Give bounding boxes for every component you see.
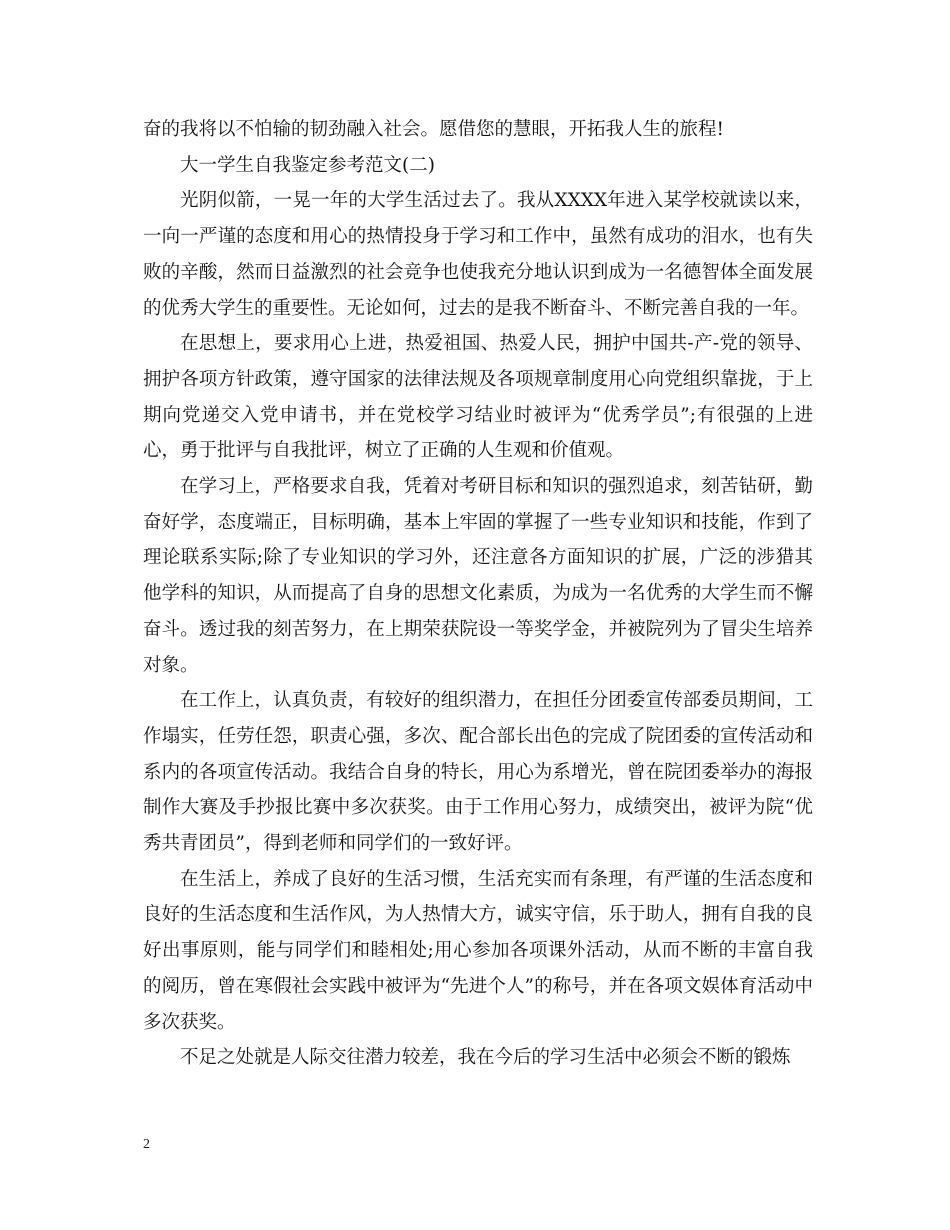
page-number: 2 — [143, 1137, 150, 1152]
paragraph-shortcomings: 不足之处就是人际交往潜力较差，我在今后的学习生活中必须会不断的锻炼 — [180, 1047, 791, 1069]
paragraph-intro: 光阴似箭，一晃一年的大学生活过去了。我从XXXX年进入某学校就读以来，一向一严谨的态度和用心的热情投身于学习和工作中，虽然有成功的泪水，也有失败的辛酸，然而日益激烈的社会竞争也使我充分地认识到成为一名德智体全面发展的优秀大学生的重要性。无论如何，过去的是我不断奋斗、不断完善自我的一年。 — [143, 190, 813, 319]
paragraph-work: 在工作上，认真负责，有较好的组织潜力，在担任分团委宣传部委员期间，工作塌实，任劳任怨，职责心强，多次、配合部长出色的完成了院团委的宣传活动和系内的各项宣传活动。我结合自身的特长，用心为系增光，曾在院团委举办的海报制作大赛及手抄报比赛中多次获奖。由于工作用心努力，成绩突出，被评为院“优秀共青团员”，得到老师和同学们的一致好评。 — [143, 690, 813, 855]
paragraph-study: 在学习上，严格要求自我，凭着对考研目标和知识的强烈追求，刻苦钻研，勤奋好学，态度端正，目标明确，基本上牢固的掌握了一些专业知识和技能，作到了理论联系实际;除了专业知识的学习外，还注意各方面知识的扩展，广泛的涉猎其他学科的知识，从而提高了自身的思想文化素质，为成为一名优秀的大学生而不懈奋斗。透过我的刻苦努力，在上期荣获院设一等奖学金，并被院列为了冒尖生培养对象。 — [143, 476, 813, 676]
paragraph-ideology: 在思想上，要求用心上进，热爱祖国、热爱人民，拥护中国共-产-党的领导、拥护各项方针政策，遵守国家的法律法规及各项规章制度用心向党组织靠拢，于上期向党递交入党申请书，并在党校学习结业时被评为“优秀学员”;有很强的上进心，勇于批评与自我批评，树立了正确的人生观和价值观。 — [143, 333, 813, 462]
section-heading: 大一学生自我鉴定参考范文(二) — [180, 154, 435, 176]
document-body — [143, 112, 813, 1076]
paragraph-life: 在生活上，养成了良好的生活习惯，生活充实而有条理，有严谨的生活态度和良好的生活态度和生活作风，为人热情大方，诚实守信，乐于助人，拥有自我的良好出事原则，能与同学们和睦相处;用心参加各项课外活动，从而不断的丰富自我的阅历，曾在寒假社会实践中被评为“先进个人”的称号，并在各项文娱体育活动中多次获奖。 — [143, 868, 813, 1033]
paragraph-continuation: 奋的我将以不怕输的韧劲融入社会。愿借您的慧眼，开拓我人生的旅程! — [143, 119, 724, 140]
